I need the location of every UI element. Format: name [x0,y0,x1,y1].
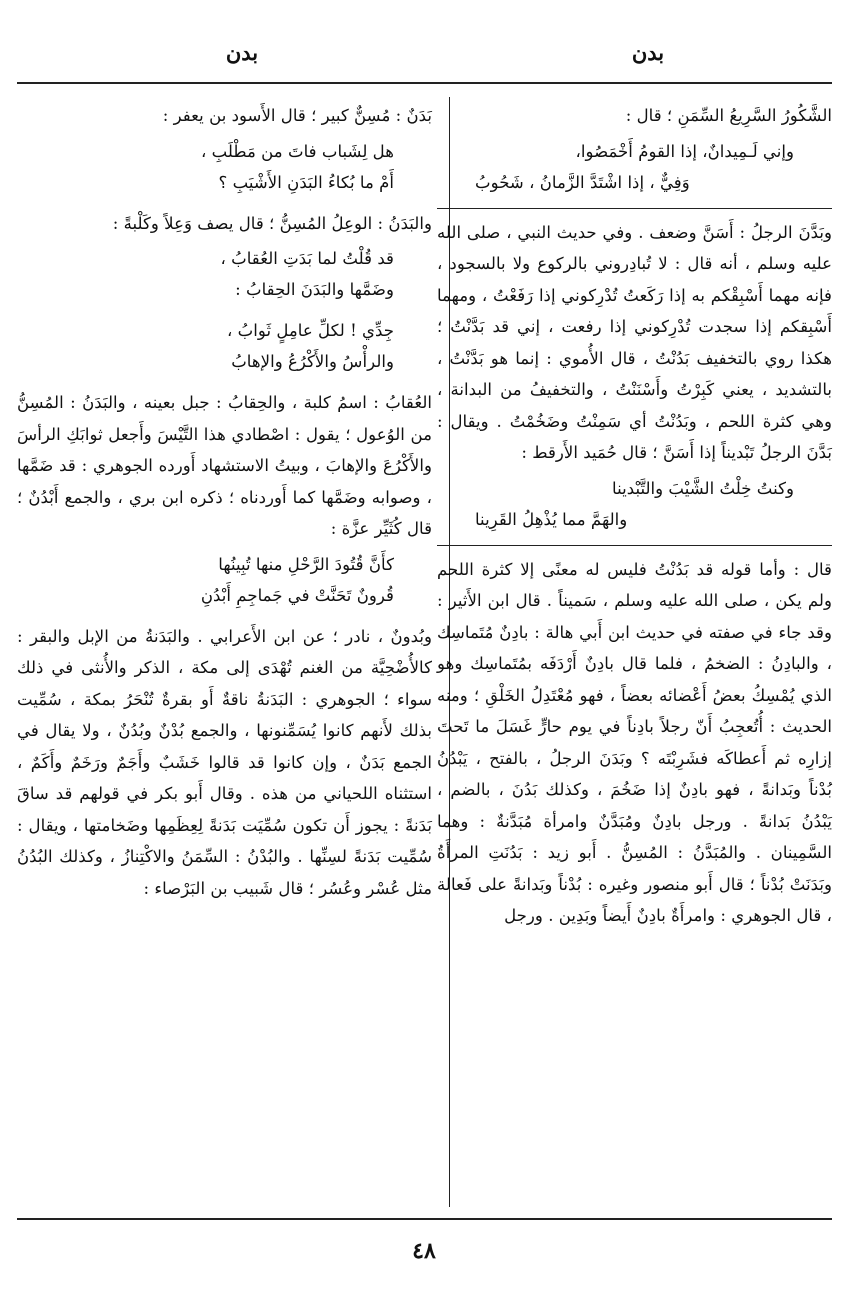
left-verse-4 [17,549,432,611]
left-verse-3-line-1: جِدِّي ! لكلِّ عامِلٍ ثَوابُ ، [227,321,394,340]
left-verse-2-line-2: وضَمَّها والبَدَنَ الحِقابُ : [235,280,394,299]
right-verse-1 [437,136,832,198]
left-verse-4-line-2: قُرونٌ تَحَنَّتْ في جَماجِمِ أَبْدُنِ [200,585,394,605]
page-number: ٤٨ [412,1238,436,1264]
right-verse-2-line-2: والهَمَّ مما يُذْهِلُ القَرِينا [475,509,628,529]
right-verse-1-line-2: وَفِيٌّ ، إذا اشْتَدَّ الزَّمانُ ، شَحُوبُ [475,172,690,192]
left-paragraph-4: وبُدونٌ ، نادر ؛ عن ابن الأَعرابي . والبَدَنةُ من الإبل والبقر : كالأُضْحِيَّة من الغنم تُهْدَى إلى مكة ، الذكر والأُنثى في ذلك سواء ؛ الجوهري : البَدَنةُ ناقةٌ أَو بقرةٌ تُنْحَرُ بمكة ، سُمِّيت بذلك لأَنهم كانوا يُسَمِّنونها ، والجمع بُدْنٌ وبُدُنٌ ، ولا يقال في الجمع بَدَنٌ ، وإن كانوا قد قالوا خَشَبٌ وأَجَمٌ ورَخَمٌ وأَكَمٌ ، استثناه اللحياني من هذه . وقال أَبو بكر في قولهم قد ساقَ بَدَنةً : يجوز أَن تكون سُمِّيَت بَدَنةً لِعِظَمِها وضَخامتها ، ويقال : سُمِّيت بَدَنةً لسِنِّها . والبُدْنُ : السِّمَنُ والاكْتِنازُ ، وكذلك البُدُنُ مثل عُسْر وعُسُر ؛ قال شَبيب بن البَرْصاء : [17,626,432,898]
running-header-right: بدن [631,40,665,65]
right-verse-2 [437,473,832,535]
right-separator-2 [437,545,832,546]
top-rule [17,82,832,84]
left-paragraph-3: العُقابُ : اسمُ كلبة ، والحِقابُ : جبل بعينه ، والبَدَنُ : المُسِنُّ من الوُعول ؛ يقول : اصْطادي هذا التَّيْسَ وأَجعل ثوابَكِ الرأسَ والأَكْرُعَ والإهابَ ، وبيتُ الاستشهاد أَورده الجوهري : قد ضَمَّها ، وصوابه وضَمَّها كما أَوردناه ؛ ذكره ابن بري ، والجمع أَبْدُنٌ ؛ قال كُثَيِّر عزَّة : [17,393,432,538]
left-verse-1 [17,136,432,198]
right-verse-1-line-1: وإني لَـمِيدانٌ، إذا القومُ أَخْمَصُوا، [575,141,794,161]
right-separator-1 [437,208,832,209]
left-verse-3 [17,315,432,377]
right-paragraph-2: وبَدَّنَ الرجلُ : أَسَنَّ وضعف . وفي حديث النبي ، صلى الله عليه وسلم ، أنه قال : لا تُبادِروني بالركوع ولا بالسجود ، فإنه مهما أَسْبِقْكم به إذا رَكَعتُ تُدْرِكوني إذا رَفَعْتُ ، ومهما أَسْبِقكم إذا سجدت تُدْرِكوني إذا رفعت ، إني قد بَدَّنْتُ ؛ هكذا روي بالتخفيف بَدُنْتُ ، قال الأُموي : إنما هو بَدَّنْتُ ، بالتشديد ، يعني كَبِرْتُ وأَسْنَنْتُ ، والتخفيفُ من البدانة ، وهي كثرة اللحم ، وبَدُنْتُ أي سَمِنْتُ وضَخُمْتُ . ويقال : بَدَّنَ الرجلُ تَبْديناً إذا أَسَنَّ ؛ قال حُمَيد الأَرقط : [437,222,832,462]
left-verse-1-line-2: أَمْ ما بُكاءُ البَدَنِ الأَشْيَبِ ؟ [218,172,394,192]
running-header-left: بدن [225,40,259,65]
left-column [17,100,432,904]
bottom-rule [17,1218,832,1220]
left-paragraph-1: بَدَنٌ : مُسِنٌّ كبير ؛ قال الأَسود بن يعفر : [162,106,432,125]
left-verse-4-line-1: كأَنَّ قُتُودَ الرَّحْلِ منها تُبِينُها [218,554,394,574]
right-column [437,100,832,932]
left-verse-2-line-1: قد قُلْتُ لما بَدَتِ العُقابُ ، [220,249,394,268]
left-paragraph-2: والبَدَنُ : الوعِلُ المُسِنُّ ؛ قال يصف وَعِلاً وكَلْبةً : [112,213,432,233]
left-verse-2 [17,243,432,305]
right-paragraph-1: الشَّكُورُ السَّرِيعُ السِّمَنِ ؛ قال : [625,106,832,125]
right-paragraph-3: قال : وأما قوله قد بَدُنْتُ فليس له معنًى إلا كثرة اللحم ولم يكن ، صلى الله عليه وسلم ، سَميناً . قال ابن الأَثير : وقد جاء في صفته في حديث ابن أَبي هالة : بادِنٌ مُتَماسِك ، والبادِنُ : الضخمُ ، فلما قال بادِنٌ أَرْدَفَه بمُتَماسِك وهو الذي يُمْسِكُ بعضُ أَعْضائه بعضاً ، فهو مُعْتَدِلُ الخَلْقِ ؛ ومنه الحديث : أُتُعجِبُ أَنّ رجلاً بادِناً في يوم حارٍّ غَسَلَ ما تَحتَ إزارِه ثم أَعطاكَه فشَرِبْتَه ؟ وبَدَنَ الرجلُ ، بالفتح ، يَبْدُنُ بُدْناً وبَدانةً ، فهو بادِنٌ إذا ضَخُمَ ، وكذلك بَدُنَ ، بالضم ، يَبْدُنُ بَدانةً . ورجل بادِنٌ ومُبَدَّنٌ وامرأة مُبَدَّنةٌ : وهما السَّمِينان . والمُبَدَّنُ : المُسِنُّ . أَبو زيد : بَدُنَتِ المرأَةُ وبَدَنَتْ بُدْناً ؛ قال أَبو منصور وغيره : بُدْناً وبَدانةً على فَعالة ، قال الجوهري : وامرأَةٌ بادِنٌ أَيضاً وبَدِين . ورجل [437,559,832,925]
left-verse-3-line-2: والرأْسُ والأَكْرُعُ والإهابُ [231,352,394,371]
right-verse-2-line-1: وكنتُ خِلْتُ الشَّيْبَ والتَّبْدينا [612,478,794,498]
left-verse-1-line-1: هل لِشَباب فاتَ من مَطْلَبِ ، [200,141,394,161]
